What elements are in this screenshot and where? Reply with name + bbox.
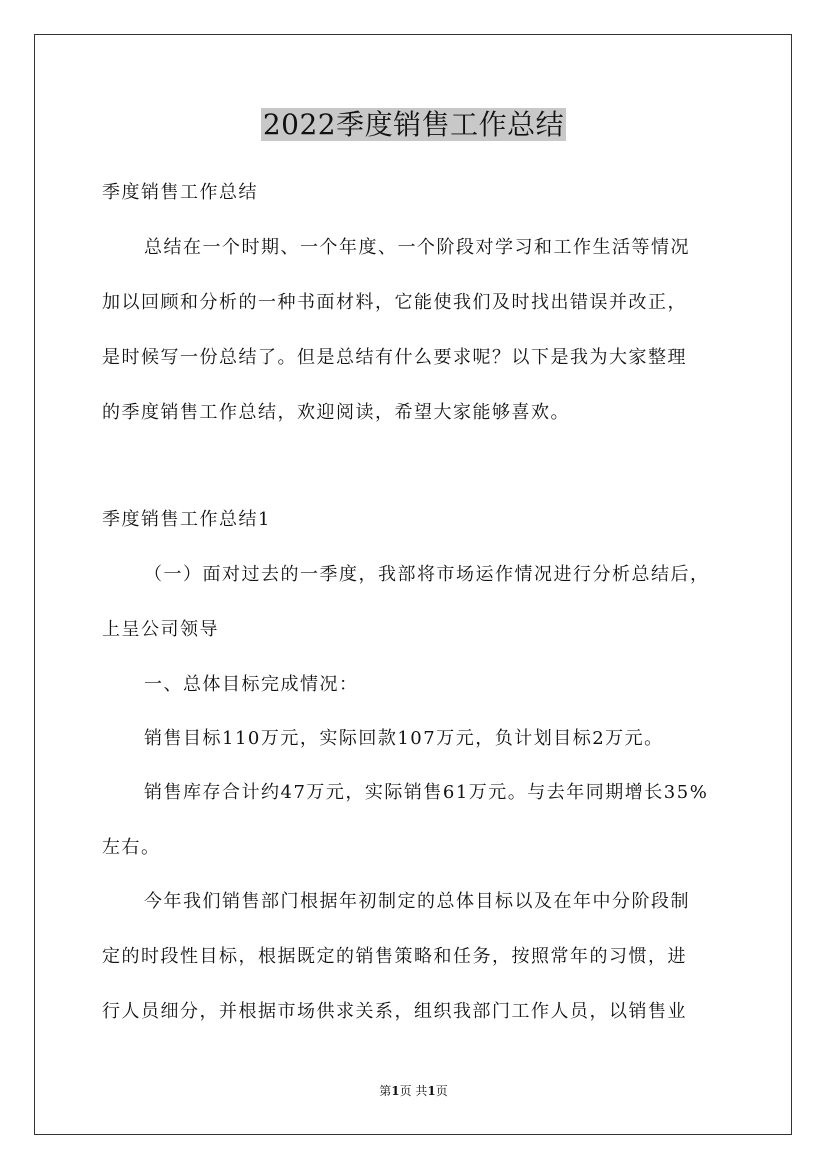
paragraph-line: 总结在一个时期、一个年度、一个阶段对学习和工作生活等情况 xyxy=(144,237,690,258)
footer-current-page: 1 xyxy=(391,1084,400,1098)
paragraph-line: 一、总体目标完成情况： xyxy=(144,674,359,695)
paragraph-line: 加以回顾和分析的一种书面材料，它能使我们及时找出错误并改正， xyxy=(102,292,687,313)
document-subtitle: 季度销售工作总结 xyxy=(102,182,258,203)
paragraph-line: 定的时段性目标，根据既定的销售策略和任务，按照常年的习惯，进 xyxy=(102,946,687,967)
section-heading: 季度销售工作总结1 xyxy=(102,509,271,530)
paragraph-line: （一）面对过去的一季度，我部将市场运作情况进行分析总结后， xyxy=(144,564,710,585)
paragraph-line: 的季度销售工作总结，欢迎阅读，希望大家能够喜欢。 xyxy=(102,402,570,423)
paragraph-line: 销售库存合计约47万元，实际销售61万元。与去年同期增长35% xyxy=(144,782,709,803)
document-title-text: 2022季度销售工作总结 xyxy=(262,108,565,141)
paragraph-line: 行人员细分，并根据市场供求关系，组织我部门工作人员，以销售业 xyxy=(102,1001,687,1022)
footer-total-pages: 1 xyxy=(427,1084,436,1098)
footer-mid: 页 共 xyxy=(399,1084,428,1098)
footer-prefix: 第 xyxy=(379,1084,392,1098)
paragraph-line: 今年我们销售部门根据年初制定的总体目标以及在年中分阶段制 xyxy=(144,891,690,912)
footer-suffix: 页 xyxy=(435,1084,448,1098)
paragraph-line: 销售目标110万元，实际回款107万元，负计划目标2万元。 xyxy=(144,728,664,749)
paragraph-line: 上呈公司领导 xyxy=(102,619,219,640)
page-footer xyxy=(0,1083,827,1099)
paragraph-line: 是时候写一份总结了。但是总结有什么要求呢？以下是我为大家整理 xyxy=(102,347,687,368)
paragraph-line: 左右。 xyxy=(102,837,161,858)
document-title xyxy=(0,103,827,145)
